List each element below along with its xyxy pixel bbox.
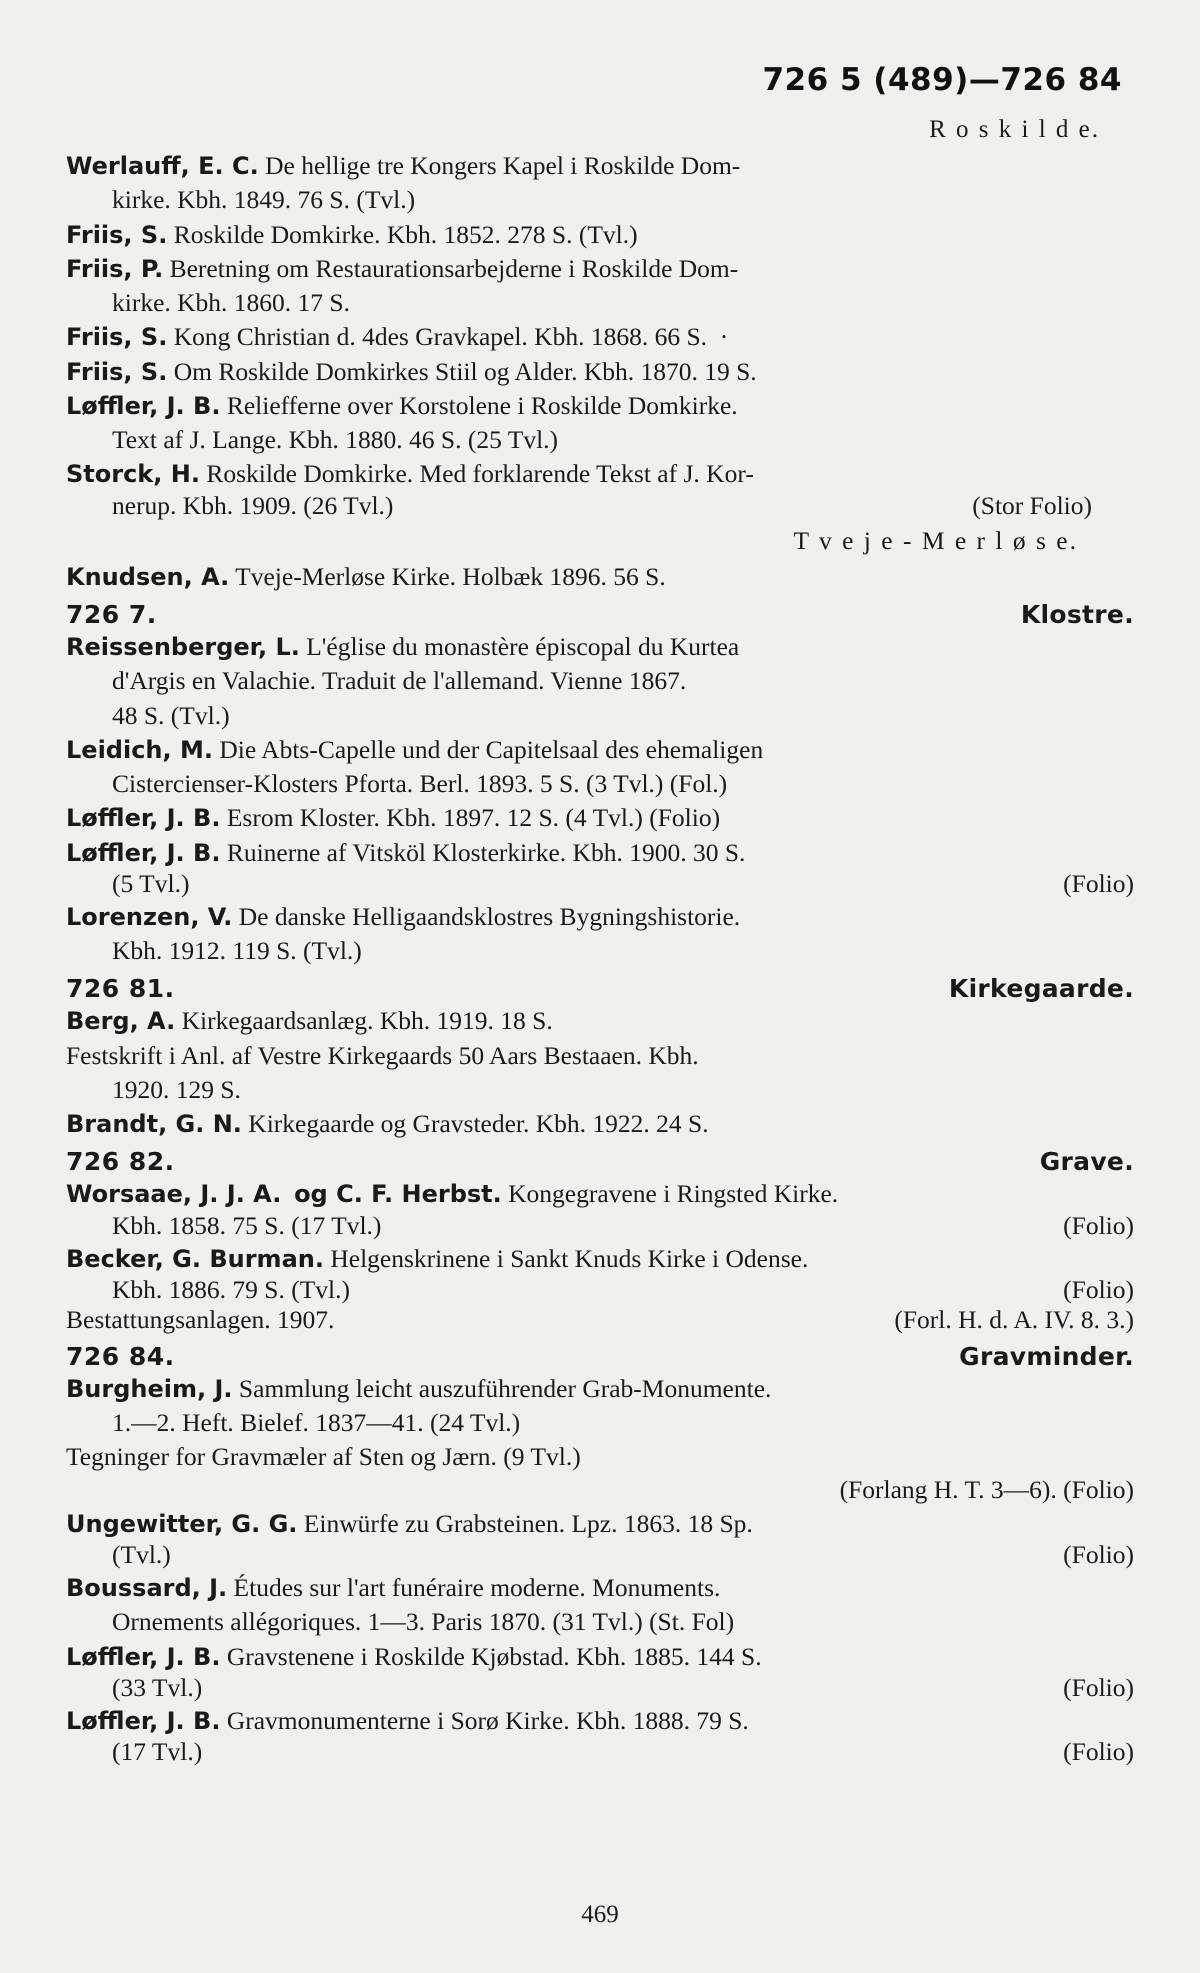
entry-continuation: Cistercienser-Klosters Pforta. Berl. 1893. 5 S. (3 Tvl.) (Fol.): [112, 769, 728, 798]
bibliography-entry: [66, 219, 1134, 251]
class-number: 726 82.: [66, 1147, 175, 1177]
entry-author: Becker, G. Burman.: [66, 1244, 324, 1273]
entry-title: Einwürfe zu Grabsteinen. Lpz. 1863. 18 Sp.: [303, 1508, 753, 1538]
entry-continuation-row: [66, 1211, 1134, 1241]
class-label: Klostre.: [1020, 600, 1134, 629]
entry-title: De hellige tre Kongers Kapel i Roskilde Dom-: [265, 151, 741, 180]
entry-format-note: (Folio): [1063, 1672, 1134, 1702]
bibliography-entry: [66, 901, 1134, 933]
entry-title: Tegninger for Gravmæler af Sten og Jærn. (9 Tvl.): [66, 1442, 581, 1472]
class-heading-726-7: [66, 600, 1134, 629]
entry-author: Løffler, J. B.: [66, 391, 221, 420]
class-number: 726 81.: [66, 974, 175, 1004]
entry-continuation: (33 Tvl.): [112, 1672, 203, 1702]
class-label: Gravminder.: [959, 1341, 1134, 1371]
entry-format-note: (Stor Folio): [972, 490, 1092, 520]
class-heading-726-84: [66, 1342, 1134, 1371]
entry-author: Reissenberger, L.: [66, 633, 300, 661]
bibliography-entry: [66, 802, 1134, 834]
entry-title: Kongegravene i Ringsted Kirke.: [508, 1179, 839, 1209]
entry-title: Bestattungsanlagen. 1907.: [66, 1304, 335, 1334]
entry-title: Beretning om Restaurationsarbejderne i Roskilde Dom-: [169, 253, 739, 283]
entry-list-roskilde: [66, 150, 1134, 521]
entry-continuation: d'Argis en Valachie. Traduit de l'allemand. Vienne 1867.: [112, 666, 687, 696]
entry-title: Die Abts-Capelle und der Capitelsaal des ehemaligen: [219, 734, 764, 764]
bibliography-entry: [66, 1705, 1134, 1737]
entry-author: Storck, H.: [66, 460, 200, 489]
entry-author: Løffler, J. B.: [66, 1706, 221, 1735]
entry-continuation-row: [66, 1673, 1134, 1703]
entry-title: Ruinerne af Vitsköl Klosterkirke. Kbh. 1900. 30 S.: [226, 837, 746, 867]
entry-title: Kong Christian d. 4des Gravkapel. Kbh. 1868. 66 S.: [173, 322, 708, 352]
bibliography-entry: [66, 253, 1134, 285]
entry-title: Kirkegaarde og Gravsteder. Kbh. 1922. 24 S.: [248, 1109, 709, 1138]
entry-continuation-row: [66, 491, 1134, 521]
entry-author: Ungewitter, G. G.: [66, 1509, 298, 1538]
entry-title: L'église du monastère épiscopal du Kurtea: [306, 632, 740, 661]
bibliography-entry: [66, 734, 1134, 766]
entry-continuation-row: [66, 1540, 1134, 1570]
bibliography-entry: [66, 458, 1134, 490]
entry-author: Friis, S.: [66, 323, 168, 352]
bibliography-entry: [66, 1040, 1134, 1072]
entry-continuation: nerup. Kbh. 1909. (26 Tvl.): [112, 490, 394, 520]
bibliography-entry: [66, 356, 1134, 388]
class-label: Kirkegaarde.: [948, 974, 1134, 1004]
entry-continuation: 1920. 129 S.: [112, 1074, 241, 1104]
entry-continuation: Kbh. 1858. 75 S. (17 Tvl.): [112, 1210, 382, 1240]
entry-title: Reliefferne over Korstolene i Roskilde Domkirke.: [226, 390, 738, 420]
class-heading-726-82: [66, 1147, 1134, 1176]
bibliography-entry: [66, 561, 1134, 593]
entry-continuation: Kbh. 1912. 119 S. (Tvl.): [112, 936, 362, 965]
entry-format-note: (Folio): [1063, 1274, 1134, 1304]
entry-format-note: (Folio): [1063, 1210, 1134, 1240]
page-number: 469: [581, 1901, 619, 1928]
bibliography-entry: [66, 321, 1134, 353]
bibliography-entry: [66, 390, 1134, 422]
entry-continuation-row: [66, 869, 1134, 899]
entry-author: Lorenzen, V.: [66, 902, 233, 931]
entry-title: Helgenskrinene i Sankt Knuds Kirke i Odense.: [330, 1243, 809, 1273]
bibliography-entry: [66, 837, 1134, 869]
class-number: 726 84.: [66, 1341, 175, 1371]
entry-author: Werlauff, E. C.: [66, 152, 259, 180]
entry-continuation: kirke. Kbh. 1849. 76 S. (Tvl.): [112, 185, 416, 215]
bibliography-entry: [66, 1441, 1134, 1473]
entry-continuation: 1.—2. Heft. Bielef. 1837—41. (24 Tvl.): [112, 1408, 521, 1437]
class-number: 726 7.: [66, 600, 157, 629]
entry-title: Gravmonumenterne i Sorø Kirke. Kbh. 1888. 79 S.: [226, 1705, 749, 1735]
subject-heading-tveje-merlose: T v e j e - M e r l ø s e.: [793, 525, 1078, 555]
entry-title: Sammlung leicht auszuführender Grab-Monumente.: [238, 1373, 772, 1403]
entry-format-note: (Folio): [1063, 1540, 1134, 1569]
entry-author: Boussard, J.: [66, 1574, 228, 1602]
bibliography-entry: [66, 1108, 1134, 1140]
entry-continuation-row: [66, 1737, 1134, 1767]
entry-format-note: (Folio): [1063, 868, 1134, 898]
entry-row: [66, 1305, 1134, 1335]
bibliography-entry: [66, 1572, 1134, 1604]
entry-author: Friis, P.: [66, 254, 164, 283]
bibliography-entry: [66, 631, 1134, 663]
entry-title: De danske Helligaandsklostres Bygningshistorie.: [238, 901, 741, 931]
class-heading-726-81: [66, 974, 1134, 1003]
entry-title: Kirkegaardsanlæg. Kbh. 1919. 18 S.: [181, 1006, 553, 1036]
running-head: 726 5 (489)—726 84: [762, 62, 1122, 98]
entry-author: Berg, A.: [66, 1007, 176, 1036]
entry-author: Løffler, J. B.: [66, 804, 221, 833]
entry-author: Friis, S.: [66, 220, 168, 249]
entry-author: Løffler, J. B.: [66, 838, 221, 867]
entry-continuation: Kbh. 1886. 79 S. (Tvl.): [112, 1274, 350, 1304]
entry-title: Festskrift i Anl. af Vestre Kirkegaards 50 Aars Bestaaen. Kbh.: [66, 1040, 699, 1070]
entry-title: Om Roskilde Domkirkes Stiil og Alder. Kbh. 1870. 19 S.: [173, 356, 757, 386]
entry-continuation: kirke. Kbh. 1860. 17 S.: [112, 288, 350, 317]
bibliography-entry: [66, 150, 1134, 182]
entry-author: Løffler, J. B.: [66, 1642, 221, 1671]
entry-title: Roskilde Domkirke. Med forklarende Tekst af J. Kor-: [206, 459, 754, 489]
entry-author: Burgheim, J.: [66, 1374, 233, 1403]
entry-continuation-row: [66, 1275, 1134, 1305]
entry-continuation: Text af J. Lange. Kbh. 1880. 46 S. (25 Tvl.): [112, 425, 559, 454]
entry-continuation: (17 Tvl.): [112, 1737, 203, 1766]
bibliography-entry: [66, 1243, 1134, 1275]
entry-title: Études sur l'art funéraire moderne. Monuments.: [233, 1573, 721, 1602]
entry-source-note: (Forl. H. d. A. IV. 8. 3.): [894, 1304, 1134, 1334]
entry-format-note: (Forlang H. T. 3—6). (Folio): [839, 1474, 1134, 1504]
entry-continuation: (Tvl.): [112, 1540, 171, 1569]
bibliography-entry: [66, 1005, 1134, 1037]
bibliography-entry: [66, 1508, 1134, 1540]
entry-dot-mark: ·: [713, 322, 729, 352]
entry-author: Leidich, M.: [66, 735, 213, 764]
entry-title: Tveje-Merløse Kirke. Holbæk 1896. 56 S.: [235, 561, 666, 591]
entry-author: Worsaae, J. J. A.: [66, 1180, 282, 1209]
entry-format-note: (Folio): [1063, 1737, 1134, 1766]
entry-author: Friis, S.: [66, 357, 168, 386]
entry-title: Gravstenene i Roskilde Kjøbstad. Kbh. 1885. 144 S.: [226, 1641, 762, 1671]
entry-continuation: Ornements allégoriques. 1—3. Paris 1870. (31 Tvl.) (St. Fol): [112, 1607, 735, 1637]
entry-title: Esrom Kloster. Kbh. 1897. 12 S. (4 Tvl.) (Folio): [226, 803, 721, 833]
entry-author-2: og C. F. Herbst.: [294, 1180, 502, 1209]
bibliography-entry: [66, 1373, 1134, 1405]
bibliography-entry: [66, 1641, 1134, 1673]
entry-author: Brandt, G. N.: [66, 1110, 242, 1138]
class-label: Grave.: [1039, 1147, 1134, 1177]
entry-continuation: 48 S. (Tvl.): [112, 700, 230, 730]
entry-author: Knudsen, A.: [66, 562, 230, 591]
entry-title: Roskilde Domkirke. Kbh. 1852. 278 S. (Tvl.): [173, 219, 638, 249]
entry-continuation: (5 Tvl.): [112, 868, 190, 898]
bibliography-entry: [66, 1178, 1134, 1210]
subject-heading-roskilde: R o s k i l d e.: [929, 116, 1100, 143]
